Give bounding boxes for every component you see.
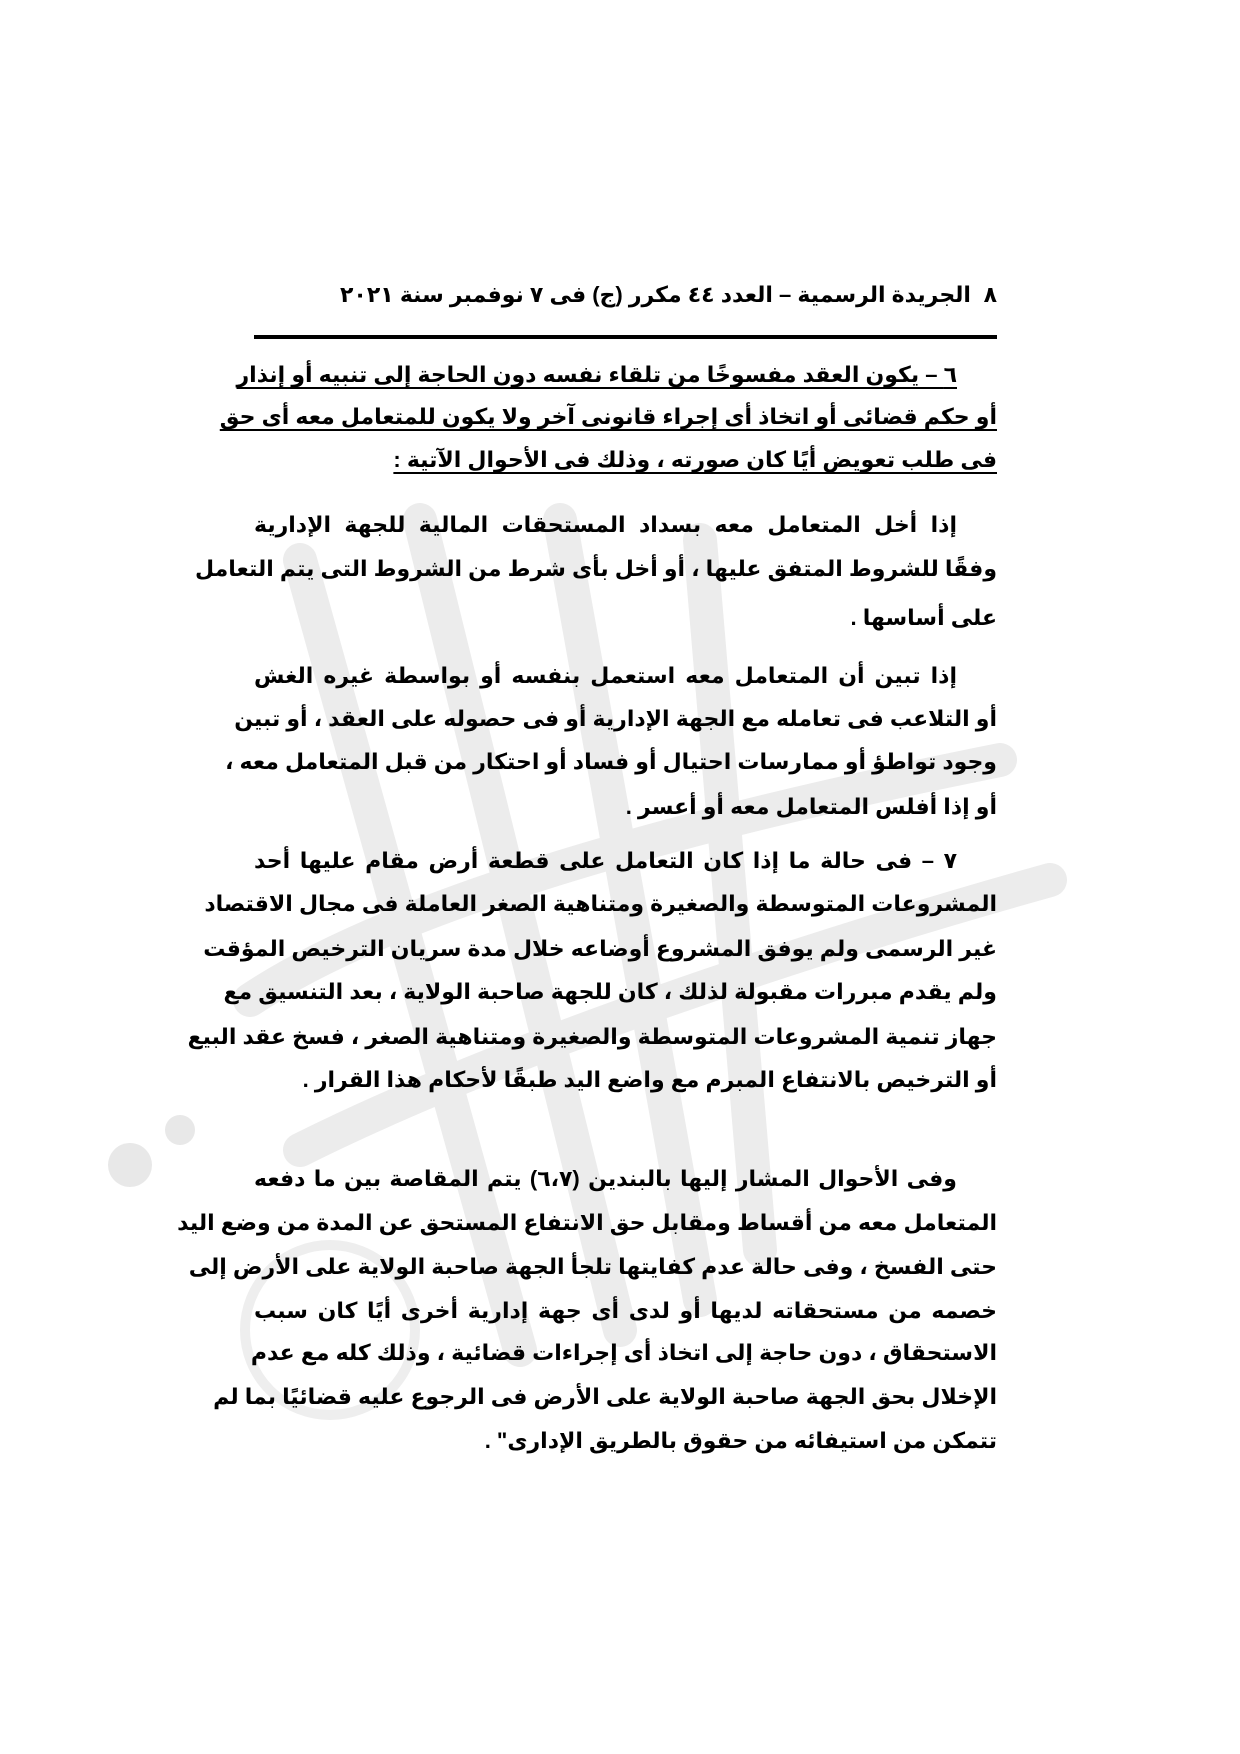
text-line: ٦ – يكون العقد مفسوخًا من تلقاء نفسه دون الحاجة إلى تنبيه أو إنذار: [236, 362, 957, 387]
text-line: أو إذا أفلس المتعامل معه أو أعسر .: [625, 794, 997, 819]
text-line: تتمكن من استيفائه من حقوق بالطريق الإدارى" .: [484, 1428, 997, 1453]
text-line: المشروعات المتوسطة والصغيرة ومتناهية الصغر العاملة فى مجال الاقتصاد: [204, 891, 997, 916]
text-line: على أساسها .: [850, 605, 997, 630]
text-line: أو التلاعب فى تعامله مع الجهة الإدارية أو فى حصوله على العقد ، أو تبين: [234, 706, 997, 731]
text-line: ٧ – فى حالة ما إذا كان التعامل على قطعة أرض مقام عليها أحد: [254, 848, 957, 873]
text-line: أو حكم قضائى أو اتخاذ أى إجراء قانونى آخر ولا يكون للمتعامل معه أى حق: [219, 404, 997, 429]
page-header: [254, 282, 997, 318]
text-line: فى طلب تعويض أيًا كان صورته ، وذلك فى الأحوال الآتية :: [393, 447, 997, 472]
text-line: خصمه من مستحقاته لديها أو لدى أى جهة إدارية أخرى أيًا كان سبب: [254, 1298, 997, 1323]
text-line: غير الرسمى ولم يوفق المشروع أوضاعه خلال مدة سريان الترخيص المؤقت: [203, 936, 997, 961]
header-rule: [254, 335, 997, 339]
text-line: المتعامل معه من أقساط ومقابل حق الانتفاع المستحق عن المدة من وضع اليد: [177, 1210, 997, 1235]
text-line: حتى الفسخ ، وفى حالة عدم كفايتها تلجأ الجهة صاحبة الولاية على الأرض إلى: [188, 1254, 997, 1279]
text-line: ولم يقدم مبررات مقبولة لذلك ، كان للجهة صاحبة الولاية ، بعد التنسيق مع: [223, 979, 997, 1004]
page-number: ٨: [983, 282, 997, 307]
text-line: إذا أخل المتعامل معه بسداد المستحقات المالية للجهة الإدارية: [254, 512, 957, 537]
text-line: أو الترخيص بالانتفاع المبرم مع واضع اليد طبقًا لأحكام هذا القرار .: [302, 1067, 997, 1092]
text-line: الإخلال بحق الجهة صاحبة الولاية على الأرض فى الرجوع عليه قضائيًا بما لم: [213, 1384, 997, 1409]
gazette-title: الجريدة الرسمية – العدد ٤٤ مكرر (ج) فى ٧ نوفمبر سنة ٢٠٢١: [340, 282, 971, 307]
text-line: الاستحقاق ، دون حاجة إلى اتخاذ أى إجراءات قضائية ، وذلك كله مع عدم: [250, 1340, 997, 1365]
text-line: إذا تبين أن المتعامل معه استعمل بنفسه أو بواسطة غيره الغش: [254, 663, 957, 688]
text-line: وجود تواطؤ أو ممارسات احتيال أو فساد أو احتكار من قبل المتعامل معه ،: [225, 749, 997, 774]
text-line: وفقًا للشروط المتفق عليها ، أو أخل بأى شرط من الشروط التى يتم التعامل: [195, 556, 997, 581]
text-line: جهاز تنمية المشروعات المتوسطة والصغيرة ومتناهية الصغر ، فسخ عقد البيع: [187, 1024, 997, 1049]
text-line: وفى الأحوال المشار إليها بالبندين (٦،٧) يتم المقاصة بين ما دفعه: [254, 1166, 957, 1191]
